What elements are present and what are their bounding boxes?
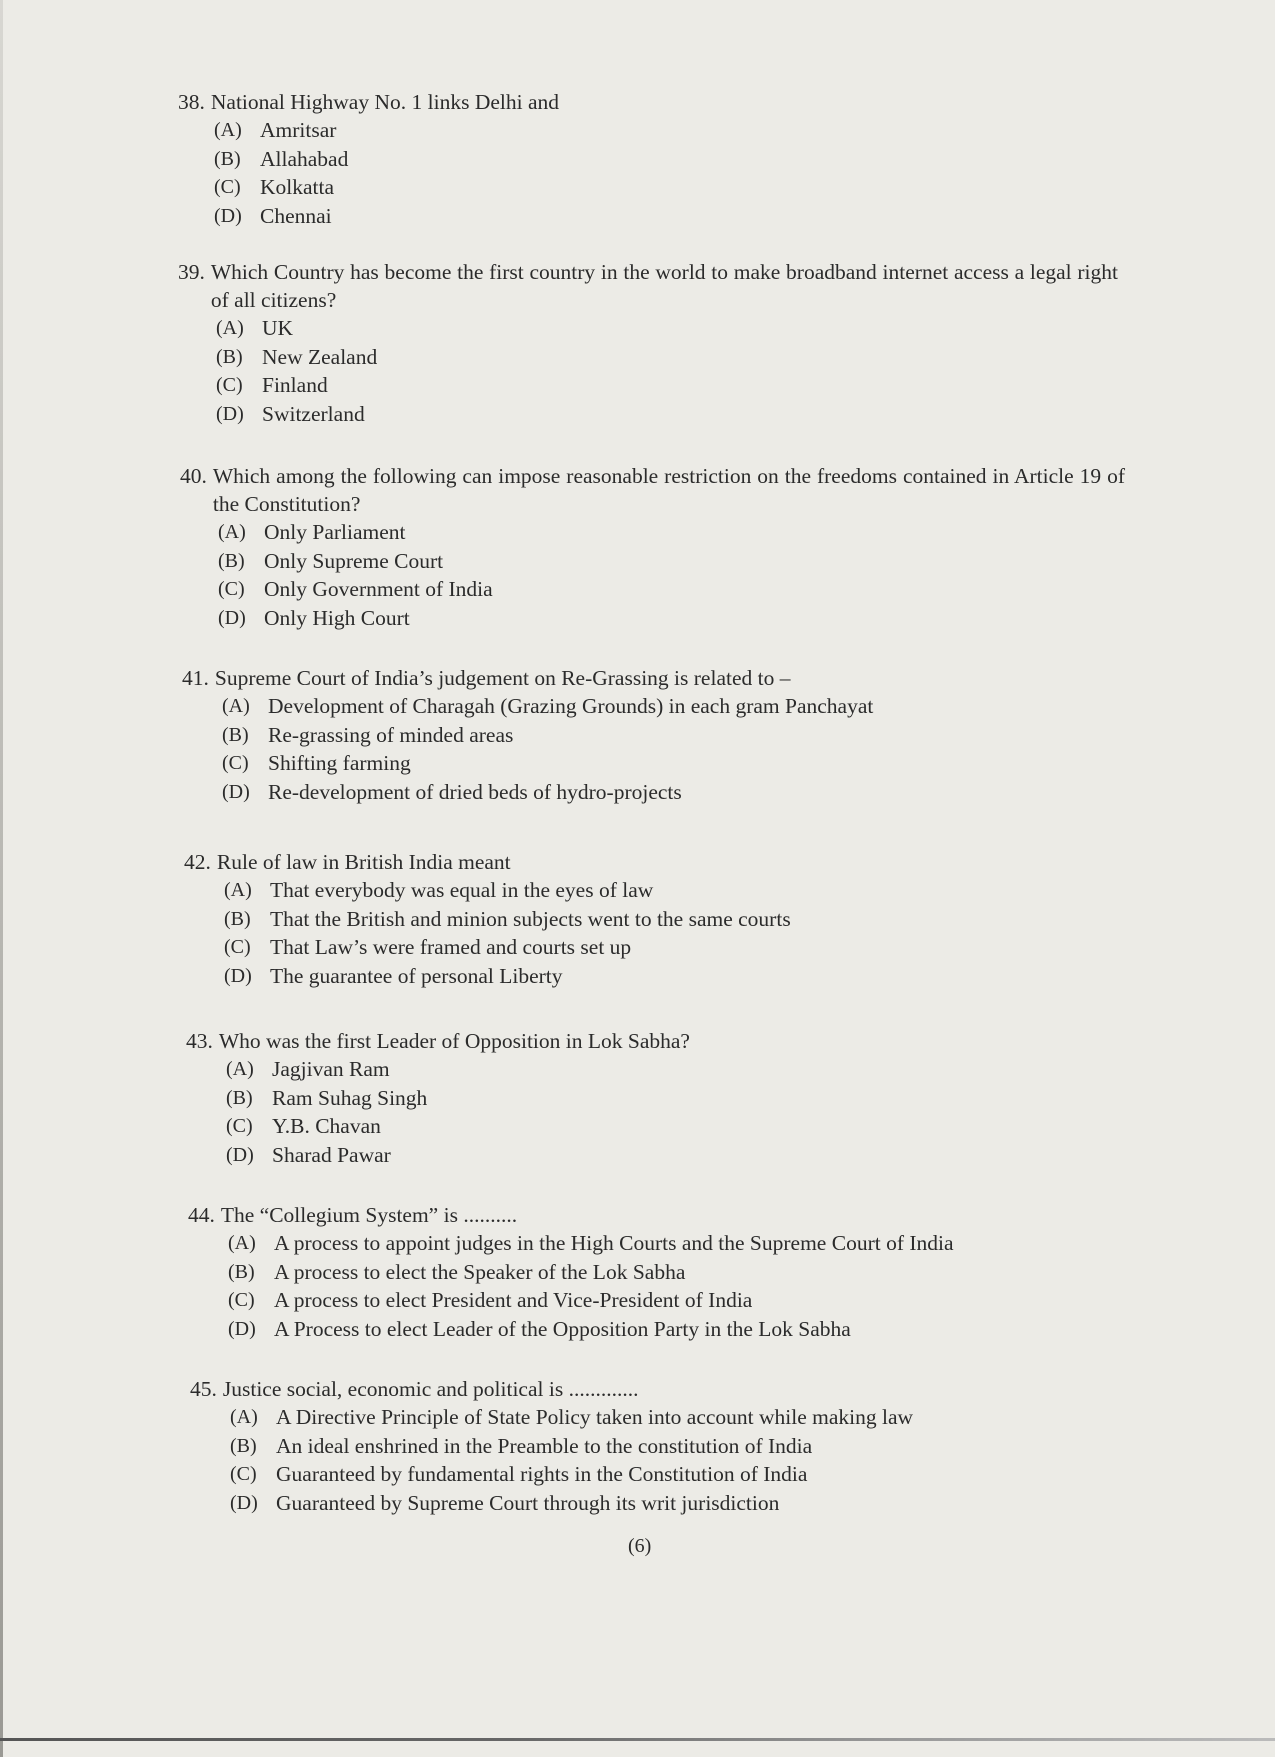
question-number: 39.: [178, 260, 205, 284]
option-letter: (B): [218, 549, 245, 572]
bottom-rule: [0, 1738, 1275, 1741]
option-letter: (D): [214, 204, 242, 227]
option-text: That everybody was equal in the eyes of law: [270, 878, 654, 902]
option-letter: (B): [224, 907, 251, 930]
question-stem: [186, 1027, 1146, 1055]
option-letter: (C): [214, 176, 241, 198]
option-letter: (C): [228, 1289, 255, 1311]
option-letter: (C): [218, 578, 245, 600]
question-number: 40.: [180, 464, 207, 488]
option-text: Allahabad: [260, 146, 349, 171]
option-d: [222, 778, 1142, 807]
option-b: [214, 145, 1138, 174]
option-d: [214, 202, 1138, 231]
question-text: Which Country has become the first country in the world to make broadband internet access a legal right of all citizens?: [210, 260, 1118, 312]
question-40: [180, 462, 1125, 632]
option-text: A process to elect President and Vice-President of India: [274, 1288, 753, 1312]
option-letter: (C): [224, 936, 251, 958]
option-text: Only Supreme Court: [264, 548, 444, 573]
question-44: [188, 1201, 1148, 1343]
option-letter: (B): [230, 1434, 257, 1457]
option-letter: (B): [228, 1260, 255, 1283]
option-letter: (D): [228, 1317, 256, 1340]
question-text: Which among the following can impose reasonable restriction on the freedoms contained in Article 19 of the Constitution?: [212, 464, 1125, 516]
option-letter: (B): [214, 147, 241, 170]
option-a: [226, 1055, 1146, 1084]
option-c: [230, 1460, 1150, 1489]
options-list: [182, 692, 1142, 806]
option-text: A process to elect the Speaker of the Lok Sabha: [274, 1259, 686, 1284]
option-letter: (D): [226, 1143, 254, 1166]
option-b: [228, 1258, 1148, 1287]
option-a: [230, 1403, 1150, 1432]
question-42: [184, 848, 1144, 990]
option-a: [214, 116, 1138, 145]
option-letter: (A): [226, 1058, 254, 1080]
option-b: [224, 905, 1144, 934]
option-letter: (C): [222, 752, 249, 774]
question-text: The “Collegium System” is ..........: [220, 1203, 518, 1227]
option-text: Only Parliament: [264, 520, 406, 544]
option-letter: (B): [216, 345, 243, 368]
question-number: 41.: [182, 666, 209, 690]
option-b: [218, 547, 1125, 576]
option-text: Y.B. Chavan: [272, 1114, 381, 1138]
option-letter: (A): [214, 119, 242, 141]
option-letter: (A): [224, 879, 252, 901]
question-text: Rule of law in British India meant: [216, 850, 511, 874]
option-letter: (C): [230, 1463, 257, 1485]
option-d: [230, 1489, 1150, 1518]
option-text: New Zealand: [262, 344, 378, 369]
question-number: 38.: [178, 90, 205, 114]
option-text: Guaranteed by fundamental rights in the Constitution of India: [276, 1462, 808, 1486]
option-d: [226, 1141, 1146, 1170]
question-text: Supreme Court of India’s judgement on Re-Grassing is related to –: [214, 666, 791, 690]
option-letter: (D): [230, 1491, 258, 1514]
option-letter: (C): [226, 1115, 253, 1137]
option-text: Only Government of India: [264, 577, 493, 601]
option-d: [228, 1315, 1148, 1344]
question-stem: [178, 88, 1138, 116]
question-text: National Highway No. 1 links Delhi and: [210, 90, 560, 114]
option-c: [228, 1286, 1148, 1315]
option-text: A Directive Principle of State Policy taken into account while making law: [276, 1405, 914, 1429]
question-45: [190, 1375, 1150, 1517]
question-38: [178, 88, 1138, 230]
option-text: Kolkatta: [260, 175, 335, 199]
question-text: Justice social, economic and political is .............: [222, 1377, 639, 1401]
question-41: [182, 664, 1142, 806]
question-number: 43.: [186, 1029, 213, 1053]
option-a: [222, 692, 1142, 721]
option-text: Finland: [262, 373, 328, 397]
option-text: Switzerland: [262, 401, 365, 426]
option-a: [216, 314, 1118, 343]
option-b: [226, 1084, 1146, 1113]
option-text: Sharad Pawar: [272, 1142, 391, 1167]
option-c: [214, 173, 1138, 202]
option-text: Ram Suhag Singh: [272, 1085, 428, 1110]
option-c: [216, 371, 1118, 400]
question-stem: [184, 848, 1144, 876]
option-d: [216, 400, 1118, 429]
options-list: [188, 1229, 1148, 1343]
page-number: (6): [628, 1535, 652, 1557]
question-number: 42.: [184, 850, 211, 874]
option-text: Jagjivan Ram: [272, 1057, 390, 1081]
option-letter: (A): [216, 317, 244, 339]
option-text: Amritsar: [260, 118, 337, 142]
option-letter: (C): [216, 374, 243, 396]
option-letter: (D): [224, 964, 252, 987]
option-c: [218, 575, 1125, 604]
option-c: [222, 749, 1142, 778]
option-b: [230, 1432, 1150, 1461]
question-number: 44.: [188, 1203, 215, 1227]
option-d: [218, 604, 1125, 633]
question-stem: [190, 1375, 1150, 1403]
options-list: [186, 1055, 1146, 1169]
option-text: The guarantee of personal Liberty: [270, 963, 563, 988]
option-letter: (B): [222, 723, 249, 746]
options-list: [178, 116, 1138, 230]
option-c: [226, 1112, 1146, 1141]
option-text: A process to appoint judges in the High Courts and the Supreme Court of India: [274, 1231, 954, 1255]
option-a: [224, 876, 1144, 905]
option-text: Re-grassing of minded areas: [268, 722, 514, 747]
option-text: Re-development of dried beds of hydro-projects: [268, 779, 682, 804]
option-letter: (A): [228, 1232, 256, 1254]
options-list: [190, 1403, 1150, 1517]
option-text: Shifting farming: [268, 751, 411, 775]
option-text: A Process to elect Leader of the Opposition Party in the Lok Sabha: [274, 1316, 851, 1341]
option-a: [218, 518, 1125, 547]
question-stem: [180, 462, 1125, 518]
options-list: [178, 314, 1118, 428]
option-b: [216, 343, 1118, 372]
option-text: An ideal enshrined in the Preamble to the constitution of India: [276, 1433, 813, 1458]
option-c: [224, 933, 1144, 962]
option-letter: (B): [226, 1086, 253, 1109]
question-39: [178, 258, 1118, 428]
question-text: Who was the first Leader of Opposition in Lok Sabha?: [218, 1029, 690, 1053]
option-text: That Law’s were framed and courts set up: [270, 935, 632, 959]
option-text: UK: [262, 316, 294, 340]
options-list: [180, 518, 1125, 632]
question-stem: [182, 664, 1142, 692]
option-letter: (D): [216, 402, 244, 425]
option-letter: (A): [218, 521, 246, 543]
option-text: Chennai: [260, 203, 332, 228]
option-letter: (D): [218, 606, 246, 629]
option-b: [222, 721, 1142, 750]
option-text: Only High Court: [264, 605, 410, 630]
option-d: [224, 962, 1144, 991]
option-a: [228, 1229, 1148, 1258]
question-stem: [188, 1201, 1148, 1229]
scan-left-edge: [0, 0, 3, 1757]
option-letter: (D): [222, 780, 250, 803]
option-text: Development of Charagah (Grazing Grounds) in each gram Panchayat: [268, 694, 874, 718]
option-letter: (A): [230, 1406, 258, 1428]
question-number: 45.: [190, 1377, 217, 1401]
question-43: [186, 1027, 1146, 1169]
options-list: [184, 876, 1144, 990]
option-text: Guaranteed by Supreme Court through its writ jurisdiction: [276, 1490, 780, 1515]
question-stem: [178, 258, 1118, 314]
option-text: That the British and minion subjects went to the same courts: [270, 906, 791, 931]
option-letter: (A): [222, 695, 250, 717]
